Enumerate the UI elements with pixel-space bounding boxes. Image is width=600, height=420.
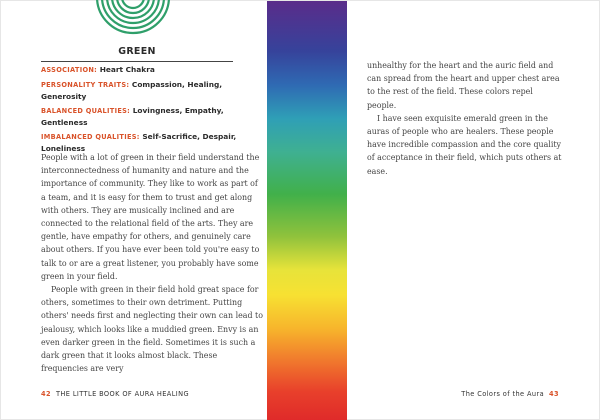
paragraph: People with a lot of green in their field understand the interconnectedness of humanity and nature and the importance of community. They like to work as part of a team, and it is easy for them to trust and get along with others. They are musically inclined and are connected to the relational field of the arts. They are gentle, have empathy for others, and genuinely care about others. If you have ever been told you're easy to talk to or are a great listener, you probably have some green in your field. xyxy=(41,153,260,281)
page-number: 43 xyxy=(549,390,559,398)
left-body-text xyxy=(41,151,263,375)
attribute-value: Self-Sacrifice, Despair, Loneliness xyxy=(41,132,237,153)
section-title: GREEN xyxy=(41,46,233,62)
attribute-value: Lovingness, Empathy, Gentleness xyxy=(41,106,224,127)
paragraph: unhealthy for the heart and the auric field and can spread from the heart and upper chest area to the rest of the field. These colors repel people. xyxy=(367,61,560,110)
page-number: 42 xyxy=(41,390,51,398)
color-spectrum-strip xyxy=(267,1,347,420)
attribute-value: Heart Chakra xyxy=(99,65,155,74)
attribute-value: Compassion, Healing, Generosity xyxy=(41,80,223,101)
paragraph: People with green in their field hold great space for others, sometimes to their own detriment. Putting others' needs first and neglecting their own can lead to jealousy, which looks like a muddied green. Envy is an even darker green in the field. Sometimes it is such a dark green that it looks almost black. These frequencies are very xyxy=(41,285,263,374)
folio-left xyxy=(41,390,189,398)
running-title: The Colors of the Aura xyxy=(461,390,545,398)
attribute-key: BALANCED QUALITIES: xyxy=(41,107,131,115)
attribute-list xyxy=(41,64,241,157)
attribute-balanced-qualities xyxy=(41,105,241,128)
running-title: THE LITTLE BOOK OF AURA HEALING xyxy=(55,390,189,398)
right-body-text xyxy=(367,59,563,178)
attribute-key: ASSOCIATION: xyxy=(41,66,98,74)
folio-right xyxy=(461,390,559,398)
paragraph: I have seen exquisite emerald green in the auras of people who are healers. These people have incredible compassion and the core quality of acceptance in their field, which puts others at ease. xyxy=(367,113,562,176)
attribute-personality-traits xyxy=(41,79,241,102)
attribute-key: PERSONALITY TRAITS: xyxy=(41,81,130,89)
concentric-circles-icon xyxy=(94,0,172,35)
attribute-association xyxy=(41,64,241,76)
attribute-key: IMBALANCED QUALITIES: xyxy=(41,133,140,141)
left-page xyxy=(1,1,301,420)
